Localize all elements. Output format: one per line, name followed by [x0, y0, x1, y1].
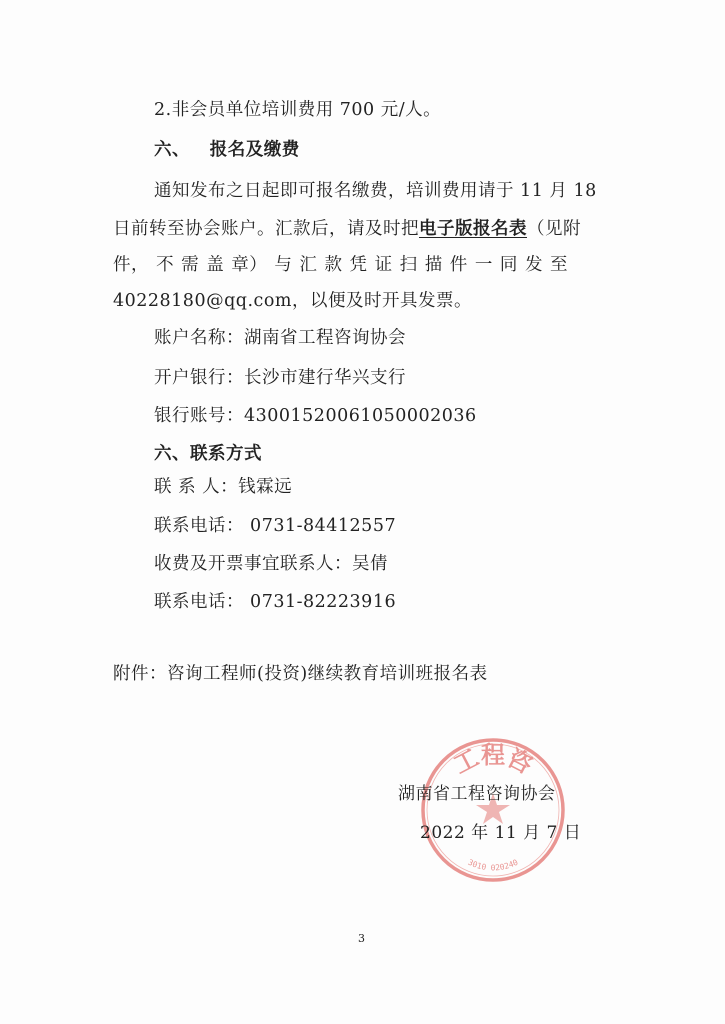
billing-contact-person: 收费及开票事宜联系人：吴倩 — [154, 554, 388, 574]
fee-non-member: 2.非会员单位培训费用 700 元/人。 — [154, 100, 442, 120]
para-line3-char: 汇 — [299, 255, 318, 275]
para-line3-char: 扫 — [399, 255, 418, 275]
para-line3-char: 发 — [524, 255, 543, 275]
contact-person: 联 系 人：钱霖远 — [154, 477, 293, 497]
para-line3-char: 凭 — [349, 255, 368, 275]
account-name: 账户名称：湖南省工程咨询协会 — [154, 328, 406, 348]
attachment-note: 附件：咨询工程师(投资)继续教育培训班报名表 — [113, 664, 488, 684]
contact-phone-1: 联系电话： 0731-84412557 — [154, 516, 397, 536]
section-heading-registration — [154, 138, 300, 162]
section-heading-contact: 六、联系方式 — [154, 444, 262, 464]
page-number: 3 — [358, 932, 365, 945]
signature-date: 2022 年 11 月 7 日 — [420, 823, 582, 843]
heading-number: 六、 — [154, 140, 190, 160]
account-number: 银行账号：43001520061050002036 — [154, 406, 477, 426]
para-line3-char: 与 — [274, 255, 293, 275]
para-line3-char: 需 — [181, 255, 200, 275]
seal-bottom-text: 3010 020240 — [466, 857, 520, 873]
para-line3-char: 章） — [231, 255, 268, 275]
para-line3-char: 描 — [424, 255, 443, 275]
para-line3-char: 不 — [156, 255, 175, 275]
contact-phone-2: 联系电话： 0731-82223916 — [154, 592, 397, 612]
signature-org: 湖南省工程咨询协会 — [398, 784, 556, 804]
para-line3-char: 款 — [324, 255, 343, 275]
heading-text: 报名及缴费 — [209, 140, 300, 160]
para-line3-char: 同 — [499, 255, 518, 275]
bank-name: 开户银行：长沙市建行华兴支行 — [154, 368, 406, 388]
para-line2-after: （见附 — [527, 219, 581, 239]
para-line3-char: 件 — [449, 255, 468, 275]
para-line3-char: 盖 — [206, 255, 225, 275]
para-line3-char: 至 — [550, 255, 568, 275]
registration-para-line1: 通知发布之日起即可报名缴费，培训费用请于 11 月 18 — [154, 181, 597, 201]
registration-para-line2 — [113, 217, 581, 241]
registration-para-line3 — [113, 253, 568, 277]
para-line3-char: 一 — [474, 255, 493, 275]
electronic-form-link[interactable]: 电子版报名表 — [419, 219, 527, 239]
official-seal-icon — [418, 735, 568, 885]
para-line2-before: 日前转至协会账户。汇款后，请及时把 — [113, 219, 419, 239]
registration-para-line4: 40228180@qq.com，以便及时开具发票。 — [113, 291, 472, 311]
para-line3-char: 证 — [374, 255, 393, 275]
svg-text:3010 020240 — [466, 858, 519, 873]
seal-top-text: 工程咨 — [448, 740, 538, 780]
para-line3-char: 件， — [113, 255, 149, 275]
